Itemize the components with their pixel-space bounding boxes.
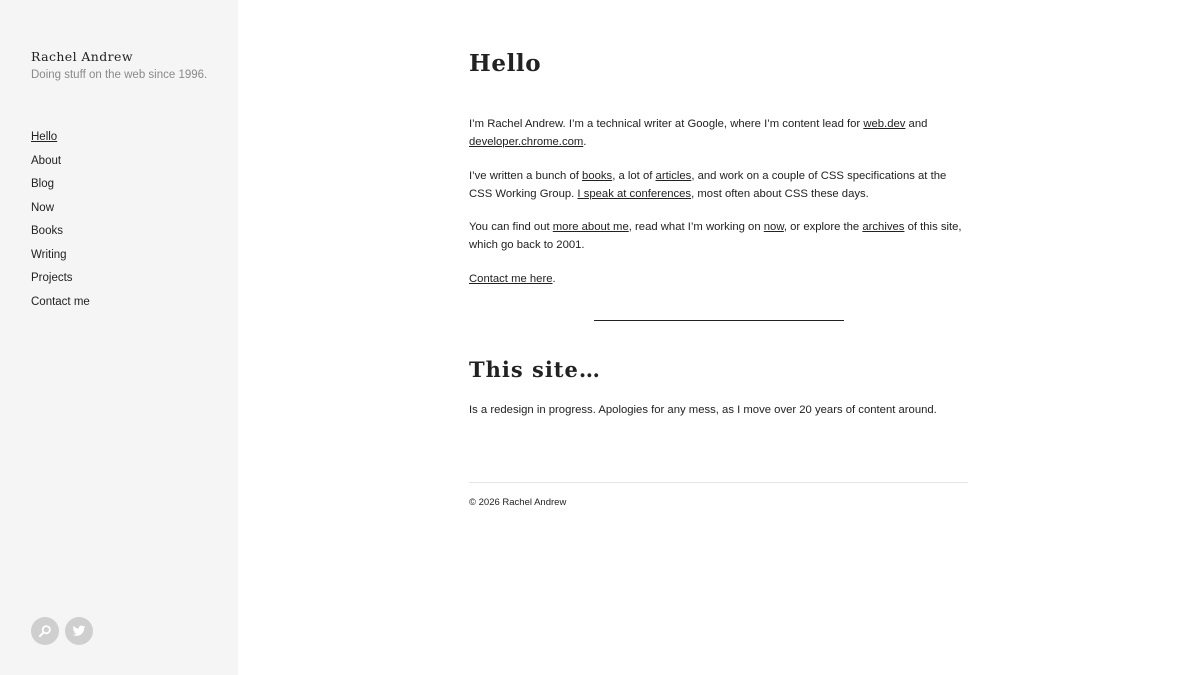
intro-text-2: and	[905, 118, 928, 130]
social-links	[31, 617, 93, 645]
intro-text-1: I’m Rachel Andrew. I’m a technical writer at Google, where I’m content lead for	[469, 118, 864, 130]
written-text-3: , and work on a couple of CSS specifications at the CSS Working Group.	[469, 170, 947, 200]
footer-copyright: © 2026 Rachel Andrew	[469, 497, 567, 508]
twitter-button[interactable]	[65, 617, 93, 645]
nav-link-hello[interactable]: Hello	[31, 131, 58, 143]
nav-item-writing	[31, 248, 90, 272]
section-title: This site…	[469, 357, 601, 382]
find-text-3: , or explore the	[783, 221, 863, 233]
footer-divider	[469, 482, 968, 483]
link-now[interactable]: now	[763, 221, 784, 233]
find-text-2: , read what I’m working on	[628, 221, 764, 233]
sidebar	[0, 0, 238, 675]
twitter-icon	[72, 624, 86, 638]
nav-link-about[interactable]: About	[31, 154, 62, 167]
link-speaking[interactable]: I speak at conferences	[577, 188, 692, 200]
nav-link-projects[interactable]: Projects	[31, 272, 73, 284]
find-text-4: of this site, which go back to 2001.	[469, 221, 962, 251]
site-paragraph: Is a redesign in progress. Apologies for any mess, as I move over 20 years of content around.	[469, 404, 937, 416]
nav-link-contact[interactable]: Contact me	[31, 295, 90, 308]
nav-link-books[interactable]: Books	[31, 225, 63, 237]
link-books[interactable]: books	[582, 170, 613, 182]
find-paragraph	[469, 218, 964, 254]
search-button[interactable]	[31, 617, 59, 645]
link-web-dev[interactable]: web.dev	[863, 118, 906, 130]
written-text-1: I’ve written a bunch of	[469, 170, 583, 182]
search-icon	[38, 624, 52, 638]
contact-text: .	[552, 273, 556, 285]
intro-text-3: .	[583, 136, 587, 148]
nav-item-contact	[31, 295, 90, 319]
written-text-4: , most often about CSS these days.	[691, 188, 869, 200]
link-articles[interactable]: articles	[655, 170, 692, 182]
nav-item-hello	[31, 130, 90, 154]
written-paragraph	[469, 167, 964, 203]
contact-paragraph	[469, 270, 964, 288]
nav-item-about	[31, 154, 90, 178]
intro-paragraph	[469, 115, 964, 151]
site-tagline: Doing stuff on the web since 1996.	[31, 69, 208, 81]
nav-item-blog	[31, 177, 90, 201]
link-archives[interactable]: archives	[862, 221, 905, 233]
sidebar-nav	[31, 130, 90, 318]
nav-link-blog[interactable]: Blog	[31, 178, 55, 190]
nav-link-now[interactable]: Now	[31, 201, 55, 214]
link-more-about-me[interactable]: more about me	[552, 221, 629, 233]
page-title: Hello	[469, 50, 542, 77]
link-developer-chrome[interactable]: developer.chrome.com	[469, 136, 584, 148]
nav-item-books	[31, 224, 90, 248]
section-divider	[594, 320, 844, 321]
link-contact-me-here[interactable]: Contact me here	[469, 273, 553, 285]
written-text-2: , a lot of	[612, 170, 656, 182]
nav-link-writing[interactable]: Writing	[31, 248, 67, 261]
nav-item-now	[31, 201, 90, 225]
site-name[interactable]: Rachel Andrew	[31, 49, 133, 64]
find-text-1: You can find out	[469, 221, 553, 233]
nav-item-projects	[31, 271, 90, 295]
